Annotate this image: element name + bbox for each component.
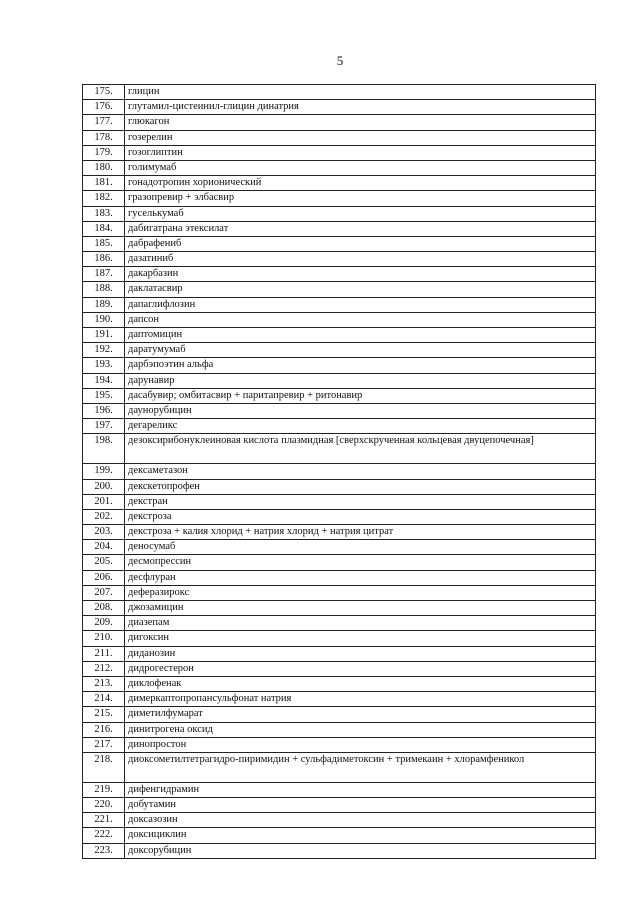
drug-name-cell: диданозин	[125, 646, 596, 661]
drug-name-cell: декстроза	[125, 509, 596, 524]
table-row	[83, 160, 596, 175]
table-row	[83, 737, 596, 752]
table-row	[83, 540, 596, 555]
drug-name-cell: гразопревир + элбасвир	[125, 191, 596, 206]
table-row	[83, 646, 596, 661]
row-number-cell: 216.	[83, 722, 125, 737]
drug-name-cell: дакарбазин	[125, 267, 596, 282]
row-number-cell: 200.	[83, 479, 125, 494]
drug-name-cell: дезоксирибонуклеиновая кислота плазмидная [сверхскрученная кольцевая двуцепочечная]	[125, 434, 596, 464]
table-row	[83, 388, 596, 403]
table-row	[83, 358, 596, 373]
table-row	[83, 661, 596, 676]
drug-name-cell: дегареликс	[125, 419, 596, 434]
drug-name-cell: добутамин	[125, 798, 596, 813]
table-row	[83, 191, 596, 206]
table-row	[83, 312, 596, 327]
drug-name-cell: доксициклин	[125, 828, 596, 843]
row-number-cell: 185.	[83, 236, 125, 251]
row-number-cell: 175.	[83, 85, 125, 100]
table-row	[83, 525, 596, 540]
drug-name-cell: деферазирокс	[125, 585, 596, 600]
row-number-cell: 201.	[83, 494, 125, 509]
table-row	[83, 479, 596, 494]
row-number-cell: 214.	[83, 692, 125, 707]
drug-name-cell: деносумаб	[125, 540, 596, 555]
table-row	[83, 206, 596, 221]
table-row	[83, 145, 596, 160]
drug-name-cell: декстран	[125, 494, 596, 509]
table-row	[83, 707, 596, 722]
table-row	[83, 100, 596, 115]
drug-name-cell: дапсон	[125, 312, 596, 327]
row-number-cell: 207.	[83, 585, 125, 600]
row-number-cell: 187.	[83, 267, 125, 282]
drug-name-cell: глицин	[125, 85, 596, 100]
drug-name-cell: гуселькумаб	[125, 206, 596, 221]
drug-name-cell: даклатасвир	[125, 282, 596, 297]
drug-name-cell: дабрафениб	[125, 236, 596, 251]
table-row	[83, 798, 596, 813]
drug-name-cell: диоксометилтетрагидро-пиримидин + сульфадиметоксин + тримекаин + хлорамфеникол	[125, 752, 596, 782]
row-number-cell: 193.	[83, 358, 125, 373]
row-number-cell: 198.	[83, 434, 125, 464]
drug-name-cell: глюкагон	[125, 115, 596, 130]
drug-name-cell: доксорубицин	[125, 843, 596, 858]
row-number-cell: 220.	[83, 798, 125, 813]
table-row	[83, 236, 596, 251]
table-row	[83, 464, 596, 479]
row-number-cell: 192.	[83, 343, 125, 358]
drug-name-cell: дапаглифлозин	[125, 297, 596, 312]
row-number-cell: 184.	[83, 221, 125, 236]
row-number-cell: 180.	[83, 160, 125, 175]
row-number-cell: 202.	[83, 509, 125, 524]
row-number-cell: 203.	[83, 525, 125, 540]
drug-name-cell: декстроза + калия хлорид + натрия хлорид + натрия цитрат	[125, 525, 596, 540]
row-number-cell: 179.	[83, 145, 125, 160]
row-number-cell: 206.	[83, 570, 125, 585]
drug-name-cell: гозерелин	[125, 130, 596, 145]
row-number-cell: 186.	[83, 252, 125, 267]
drug-name-cell: динопростон	[125, 737, 596, 752]
table-row	[83, 676, 596, 691]
drug-name-cell: дарунавир	[125, 373, 596, 388]
drug-name-cell: диклофенак	[125, 676, 596, 691]
row-number-cell: 212.	[83, 661, 125, 676]
row-number-cell: 194.	[83, 373, 125, 388]
row-number-cell: 177.	[83, 115, 125, 130]
drug-name-cell: дасабувир; омбитасвир + паритапревир + ритонавир	[125, 388, 596, 403]
drug-name-cell: даратумумаб	[125, 343, 596, 358]
row-number-cell: 199.	[83, 464, 125, 479]
drug-name-cell: десмопрессин	[125, 555, 596, 570]
drug-name-cell: десфлуран	[125, 570, 596, 585]
table-row	[83, 722, 596, 737]
table-row	[83, 328, 596, 343]
drug-name-cell: дифенгидрамин	[125, 782, 596, 797]
row-number-cell: 217.	[83, 737, 125, 752]
row-number-cell: 183.	[83, 206, 125, 221]
table-row	[83, 267, 596, 282]
table-row	[83, 509, 596, 524]
drug-list-body	[83, 85, 596, 859]
row-number-cell: 221.	[83, 813, 125, 828]
drug-name-cell: джозамицин	[125, 601, 596, 616]
drug-name-cell: дарбэпоэтин альфа	[125, 358, 596, 373]
table-row	[83, 419, 596, 434]
table-row	[83, 752, 596, 782]
drug-name-cell: дабигатрана этексилат	[125, 221, 596, 236]
row-number-cell: 197.	[83, 419, 125, 434]
row-number-cell: 211.	[83, 646, 125, 661]
row-number-cell: 219.	[83, 782, 125, 797]
drug-name-cell: даунорубицин	[125, 403, 596, 418]
drug-name-cell: дексаметазон	[125, 464, 596, 479]
row-number-cell: 218.	[83, 752, 125, 782]
table-row	[83, 252, 596, 267]
drug-list-table	[82, 84, 596, 859]
row-number-cell: 181.	[83, 176, 125, 191]
drug-name-cell: глутамил-цистеинил-глицин динатрия	[125, 100, 596, 115]
row-number-cell: 190.	[83, 312, 125, 327]
drug-name-cell: гозоглиптин	[125, 145, 596, 160]
table-row	[83, 631, 596, 646]
row-number-cell: 213.	[83, 676, 125, 691]
row-number-cell: 188.	[83, 282, 125, 297]
drug-name-cell: гонадотропин хорионический	[125, 176, 596, 191]
row-number-cell: 209.	[83, 616, 125, 631]
table-row	[83, 601, 596, 616]
row-number-cell: 189.	[83, 297, 125, 312]
drug-name-cell: голимумаб	[125, 160, 596, 175]
table-row	[83, 115, 596, 130]
table-row	[83, 282, 596, 297]
table-row	[83, 403, 596, 418]
drug-name-cell: доксазозин	[125, 813, 596, 828]
table-row	[83, 434, 596, 464]
drug-name-cell: декскетопрофен	[125, 479, 596, 494]
table-row	[83, 843, 596, 858]
drug-name-cell: даптомицин	[125, 328, 596, 343]
row-number-cell: 223.	[83, 843, 125, 858]
row-number-cell: 176.	[83, 100, 125, 115]
table-row	[83, 176, 596, 191]
row-number-cell: 178.	[83, 130, 125, 145]
table-row	[83, 130, 596, 145]
drug-name-cell: динитрогена оксид	[125, 722, 596, 737]
page-number: 5	[336, 53, 344, 68]
drug-name-cell: дидрогестерон	[125, 661, 596, 676]
table-row	[83, 782, 596, 797]
row-number-cell: 205.	[83, 555, 125, 570]
table-row	[83, 221, 596, 236]
table-row	[83, 616, 596, 631]
row-number-cell: 195.	[83, 388, 125, 403]
drug-name-cell: дазатиниб	[125, 252, 596, 267]
row-number-cell: 182.	[83, 191, 125, 206]
table-row	[83, 343, 596, 358]
row-number-cell: 215.	[83, 707, 125, 722]
table-row	[83, 813, 596, 828]
table-row	[83, 692, 596, 707]
drug-name-cell: дигоксин	[125, 631, 596, 646]
drug-name-cell: димеркаптопропансульфонат натрия	[125, 692, 596, 707]
drug-name-cell: диметилфумарат	[125, 707, 596, 722]
table-row	[83, 373, 596, 388]
row-number-cell: 191.	[83, 328, 125, 343]
table-row	[83, 85, 596, 100]
table-row	[83, 555, 596, 570]
drug-name-cell: диазепам	[125, 616, 596, 631]
table-row	[83, 297, 596, 312]
row-number-cell: 204.	[83, 540, 125, 555]
table-row	[83, 570, 596, 585]
table-row	[83, 494, 596, 509]
row-number-cell: 208.	[83, 601, 125, 616]
row-number-cell: 196.	[83, 403, 125, 418]
row-number-cell: 210.	[83, 631, 125, 646]
table-row	[83, 828, 596, 843]
row-number-cell: 222.	[83, 828, 125, 843]
table-row	[83, 585, 596, 600]
